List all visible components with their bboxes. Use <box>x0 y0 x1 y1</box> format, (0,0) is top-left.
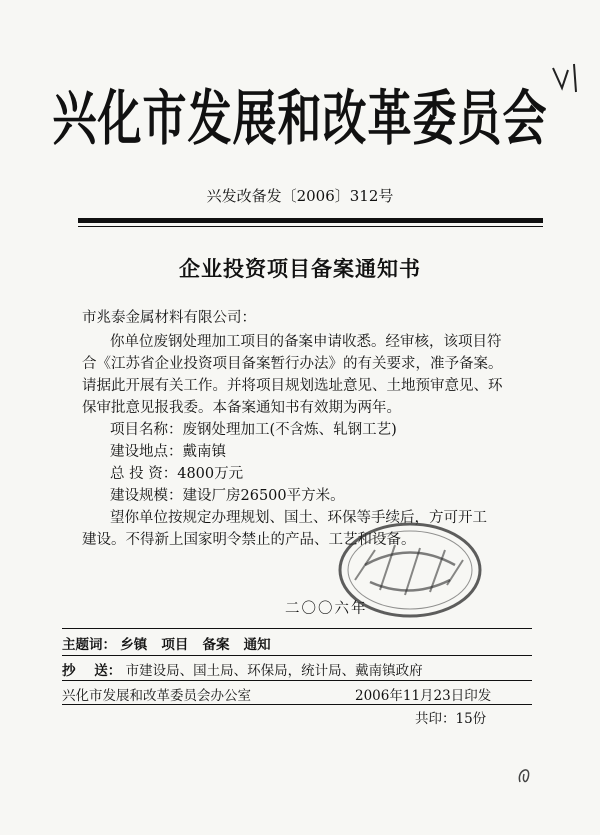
subject-label: 主题词： <box>62 637 116 653</box>
handwritten-mark-bottom <box>512 760 542 790</box>
notice-title: 企业投资项目备案通知书 <box>179 257 421 281</box>
field-label: 建设地点： <box>110 444 183 460</box>
paragraph1-line: 合《江苏省企业投资项目备案暂行办法》的有关要求，准予备案。 <box>82 356 503 372</box>
field-label: 总 投 资： <box>110 466 178 482</box>
field-scale <box>110 484 345 505</box>
paragraph1-line: 保审批意见报我委。本备案通知书有效期为两年。 <box>82 400 401 416</box>
copies-count: 共印：15份 <box>415 711 487 727</box>
cc-label: 抄 送： <box>62 663 122 679</box>
field-value: 废钢处理加工(不含炼、轧钢工艺) <box>182 422 397 438</box>
field-investment <box>110 462 243 483</box>
header-rule-thick <box>78 218 543 223</box>
paragraph2-line: 望你单位按规定办理规划、国土、环保等手续后，方可开工 <box>110 510 487 526</box>
paragraph1-line: 你单位废钢处理加工项目的备案申请收悉。经审核，该项目符 <box>110 334 502 350</box>
organization-title: 兴化市发展和改革委员会 <box>52 84 548 154</box>
paragraph1-line: 请据此开展有关工作。并将项目规划选址意见、土地预审意见、环 <box>82 378 503 394</box>
document-number: 兴发改备发〔2006〕312号 <box>206 187 394 205</box>
field-location <box>110 440 226 461</box>
addressee: 市兆泰金属材料有限公司： <box>82 310 256 326</box>
subject-line <box>62 633 271 653</box>
cc-line <box>62 659 423 679</box>
field-value: 戴南镇 <box>182 444 226 460</box>
field-value: 4800万元 <box>177 466 244 482</box>
field-project-name <box>110 418 397 439</box>
footer-divider <box>62 680 532 681</box>
cc-value: 市建设局、国土局、环保局，统计局、戴南镇政府 <box>125 663 423 679</box>
header-rule-thin <box>78 226 543 227</box>
field-label: 建设规模： <box>110 488 183 504</box>
print-date: 2006年11月23日印发 <box>355 688 492 704</box>
subject-terms: 乡镇 项目 备案 通知 <box>120 637 271 653</box>
office-name: 兴化市发展和改革委员会办公室 <box>62 688 251 704</box>
field-label: 项目名称： <box>110 422 183 438</box>
field-value: 建设厂房26500平方米。 <box>182 488 345 504</box>
paragraph2-line: 建设。不得新上国家明令禁止的产品、工艺和设备。 <box>82 532 416 548</box>
footer-divider <box>62 655 532 656</box>
issue-date: 二〇〇六年 <box>285 601 368 617</box>
footer-divider-top <box>62 628 532 629</box>
footer-divider-bottom <box>62 704 532 705</box>
